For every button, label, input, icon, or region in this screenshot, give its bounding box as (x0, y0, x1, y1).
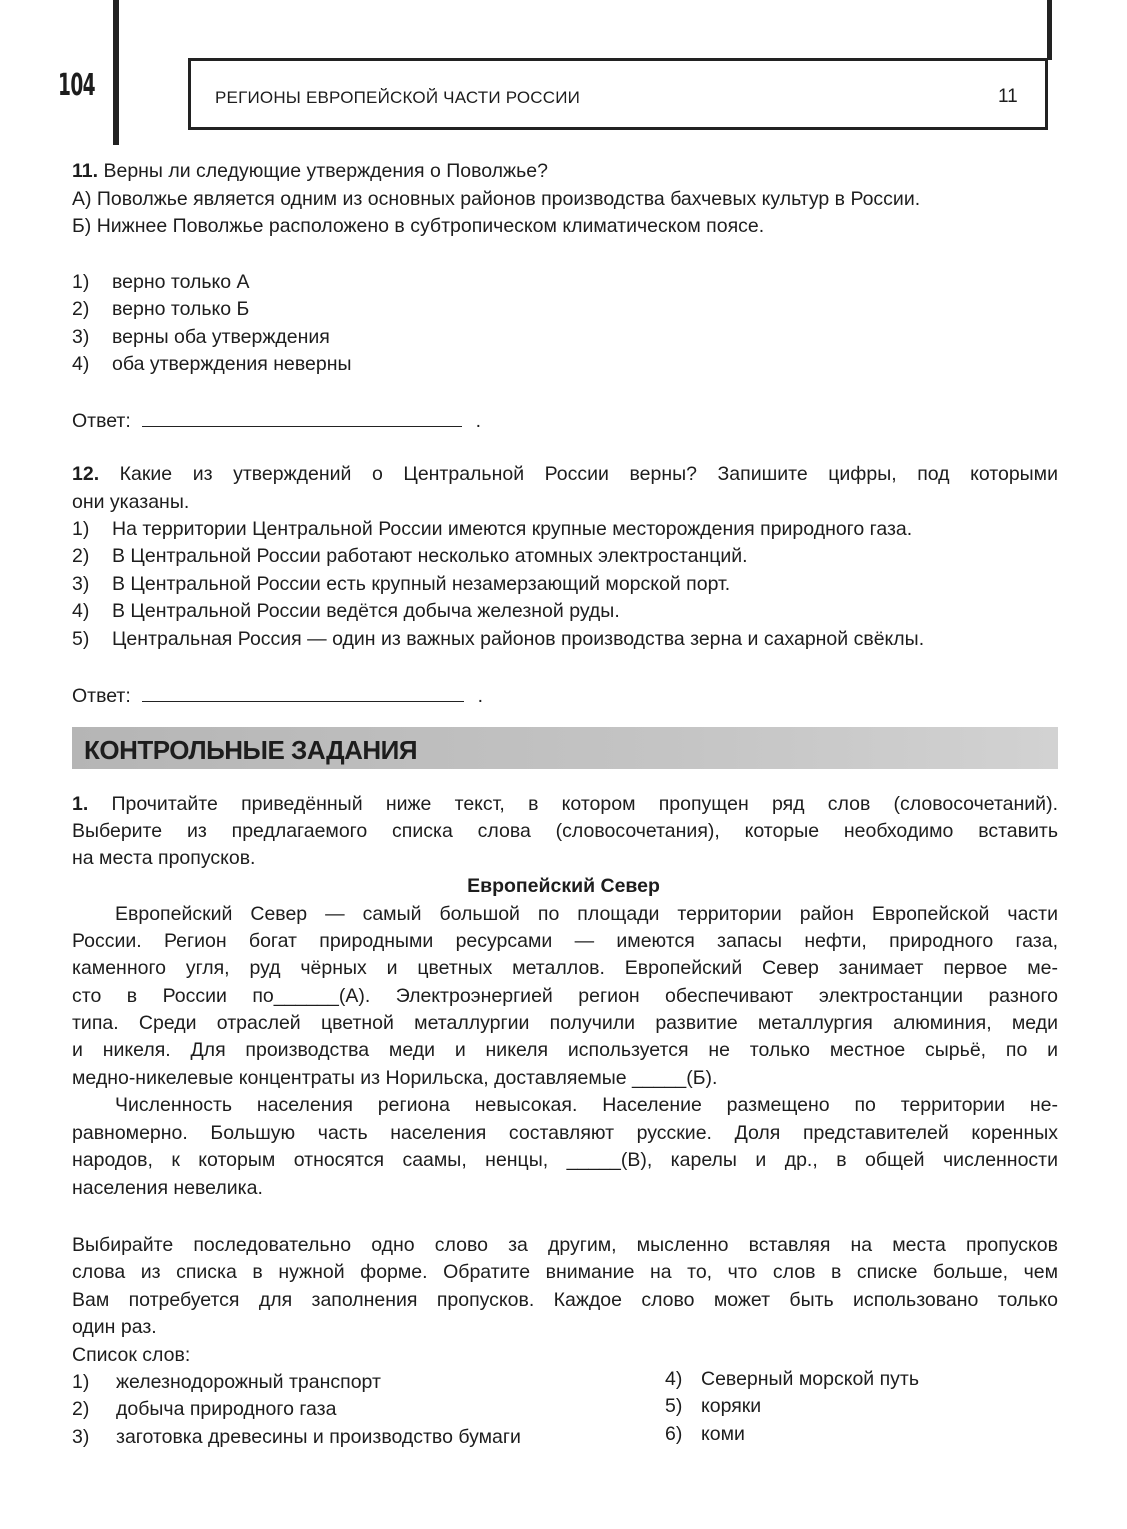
q12-option: 4) В Центральной России ведётся добыча железной руды. (72, 600, 620, 622)
task1-intro-line: на места пропусков. (72, 847, 256, 869)
q11-answer-row: Ответ: . (72, 410, 482, 432)
paragraph1-line: и никеля. Для производства меди и никеля используется не только местное сырьё, по и (72, 1039, 1058, 1061)
paragraph2-line: Численность населения региона невысокая. Население размещено по территории не- (115, 1094, 1058, 1116)
q12-option: 5) Центральная Россия — один из важных районов производства зерна и сахарной свёклы. (72, 628, 925, 650)
text-title: Европейский Север (467, 875, 660, 897)
paragraph1-line: типа. Среди отраслей цветной металлургии получили развитие металлургия алюминия, меди (72, 1012, 1058, 1034)
header-right-rule (1047, 0, 1052, 60)
q11-option: 3) верны оба утверждения (72, 326, 330, 348)
paragraph1-line: каменного угля, руд чёрных и цветных металлов. Европейский Север занимает первое ме- (72, 957, 1058, 979)
q12-question-line2: они указаны. (72, 491, 190, 513)
instructions-line: слова из списка в нужной форме. Обратите внимание на то, что слов в списке больше, чем (72, 1261, 1058, 1283)
q11-question (72, 158, 548, 186)
running-header-title: РЕГИОНЫ ЕВРОПЕЙСКОЙ ЧАСТИ РОССИИ (215, 88, 581, 107)
paragraph1-line: сто в России по______(А). Электроэнергией регион обеспечивают электростанции разного (72, 985, 1058, 1007)
header-vertical-rule (113, 0, 119, 145)
q12-option: 2) В Центральной России работают несколько атомных электростанций. (72, 545, 748, 567)
paragraph1-line: России. Регион богат природными ресурсами — имеются запасы нефти, природного газа, (72, 930, 1058, 952)
word-list-item: 5) коряки (665, 1395, 762, 1417)
q12-question-line1 (72, 461, 1058, 489)
q11-text: Верны ли следующие утверждения о Поволжье? (103, 160, 548, 182)
task1-number: 1. (72, 793, 89, 815)
word-list-label: Список слов: (72, 1344, 191, 1366)
q12-number: 12. (72, 463, 100, 485)
q12-text: Какие из утверждений о Центральной России верны? Запишите цифры, под которыми (119, 463, 1058, 485)
instructions-line: Вам потребуется для заполнения пропусков. Каждое слово может быть использовано только (72, 1289, 1058, 1311)
word-list-item: 3) заготовка древесины и производство бумаги (72, 1426, 521, 1448)
q11-option: 1) верно только А (72, 271, 250, 293)
answer-label: Ответ: (72, 685, 131, 707)
instructions-line: один раз. (72, 1316, 157, 1338)
word-list-item: 6) коми (665, 1423, 745, 1445)
task1-intro-line: Выберите из предлагаемого списка слова (словосочетания), которые необходимо вставить (72, 820, 1058, 842)
section-title: КОНТРОЛЬНЫЕ ЗАДАНИЯ (84, 735, 418, 765)
paragraph2-line: равномерно. Большую часть населения составляют русские. Доля представителей коренных (72, 1122, 1058, 1144)
q11-statement-a: А) Поволжье является одним из основных районов производства бахчевых культур в России. (72, 188, 921, 210)
q11-option: 4) оба утверждения неверны (72, 353, 352, 375)
answer-label: Ответ: (72, 410, 131, 432)
q11-answer-blank[interactable] (142, 412, 462, 427)
q12-option: 3) В Центральной России есть крупный незамерзающий морской порт. (72, 573, 731, 595)
q11-statement-b: Б) Нижнее Поволжье расположено в субтропическом климатическом поясе. (72, 215, 765, 237)
page-number: 104 (58, 68, 95, 103)
paragraph2-line: народов, к которым относятся саамы, ненцы, _____(В), карелы и др., в общей численности (72, 1149, 1058, 1171)
q12-answer-blank[interactable] (142, 687, 464, 702)
q12-option: 1) На территории Центральной России имеются крупные месторождения природного газа. (72, 518, 913, 540)
word-list-item: 2) добыча природного газа (72, 1398, 337, 1420)
word-list-item: 1) железнодорожный транспорт (72, 1371, 381, 1393)
running-header-grade: 11 (998, 86, 1018, 107)
paragraph1-line: Европейский Север — самый большой по площади территории район Европейской части (115, 903, 1058, 925)
paragraph1-line: медно-никелевые концентраты из Норильска, доставляемые _____(Б). (72, 1067, 718, 1089)
word-list-item: 4) Северный морской путь (665, 1368, 920, 1390)
q11-option: 2) верно только Б (72, 298, 250, 320)
q12-answer-row: Ответ: . (72, 685, 484, 707)
paragraph2-line: населения невелика. (72, 1177, 263, 1199)
q11-number: 11. (72, 160, 99, 182)
task1-intro-line: 1. Прочитайте приведённый ниже текст, в котором пропущен ряд слов (словосочетаний). (72, 793, 1058, 815)
instructions-line: Выбирайте последовательно одно слово за другим, мысленно вставляя на места пропусков (72, 1234, 1058, 1256)
